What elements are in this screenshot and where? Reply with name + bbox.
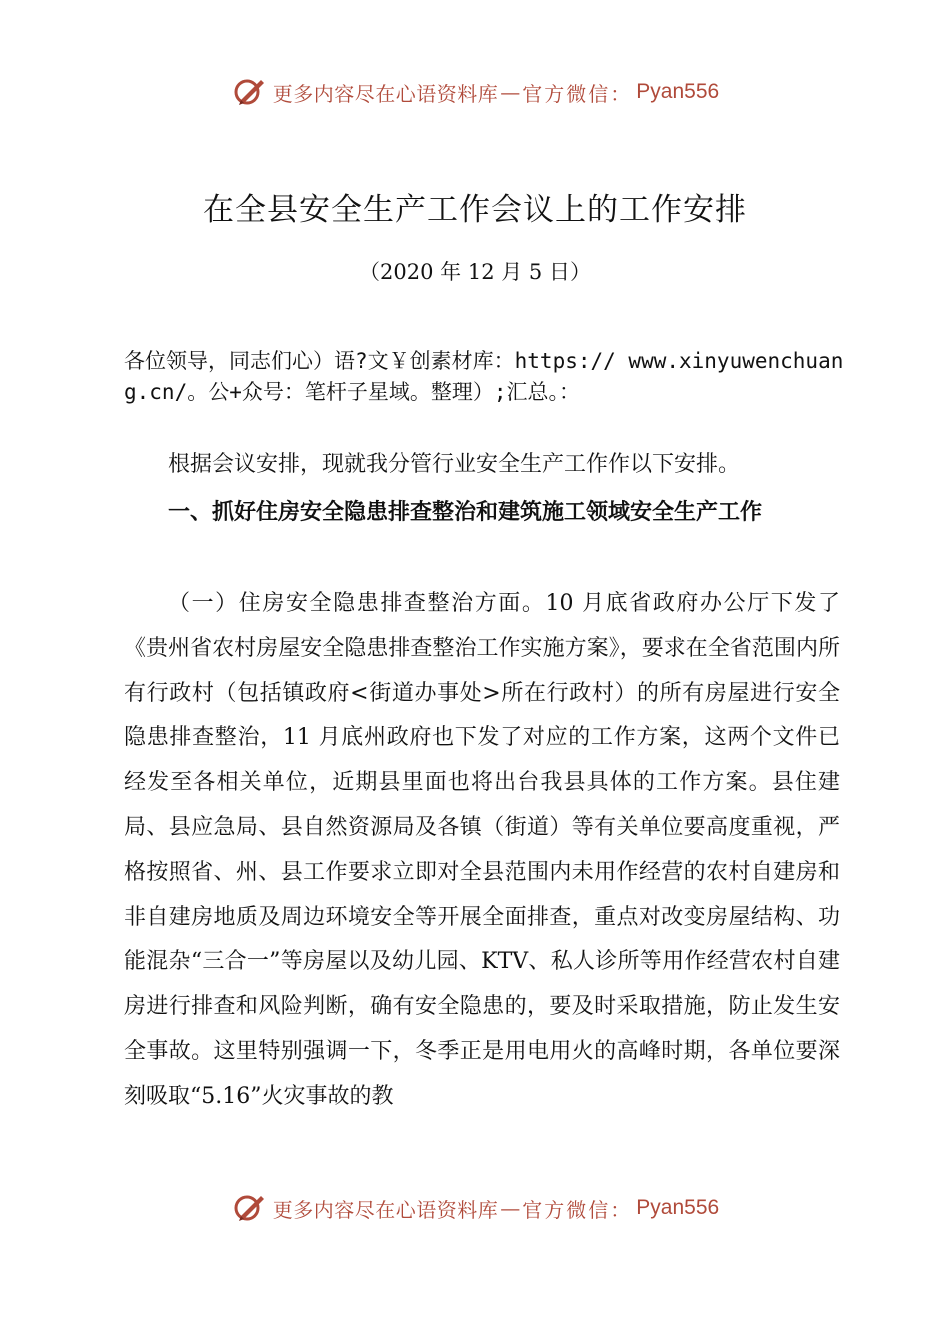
banner-text: 更多内容尽在心语资料库 [272,1197,499,1222]
document-title: 在全县安全生产工作会议上的工作安排 [203,192,747,228]
banner-separator: — [500,80,521,104]
section-1-heading: 一、抓好住房安全隐患排查整治和建筑施工领域安全生产工作 [168,500,763,525]
greeting-paragraph: 各位领导，同志们心）语?文￥创素材库：https:// www.xinyuwenchuang.cn/。公+众号：笔杆子星域。整理）;汇总。： [124,349,844,404]
header-banner [0,70,950,114]
pen-logo-icon [231,1190,267,1226]
banner-separator: — [500,1196,521,1220]
pen-logo-icon [231,74,267,110]
banner-wechat-id: Pyan556 [636,1196,720,1219]
banner-wechat-label: 官方微信： [522,81,633,106]
footer-banner [0,1186,950,1230]
banner-wechat-id: Pyan556 [636,80,720,103]
banner-wechat-label: 官方微信： [522,1197,633,1222]
banner-text: 更多内容尽在心语资料库 [272,81,499,106]
section-1-paragraph-1: （一）住房安全隐患排查整治方面。10 月底省政府办公厅下发了《贵州省农村房屋安全隐患排查整治工作实施方案》，要求在全省范围内所有行政村（包括镇政府<街道办事处>所在行政村）的所有房屋进行安全隐患排查整治，11 月底州政府也下发了对应的工作方案，这两个文件已经发至各相关单位，近期县里面也将出台我县具体的工作方案。县住建局、县应急局、县自然资源局及各镇（街道）等有关单位要高度重视，严格按照省、州、县工作要求立即对全县范围内未用作经营的农村自建房和非自建房地质及周边环境安全等开展全面排查，重点对改变房屋结构、功能混杂“三合一”等房屋以及幼儿园、KTV、私人诊所等用作经营农村自建房进行排查和风险判断，确有安全隐患的，要及时采取措施，防止发生安全事故。这里特别强调一下，冬季正是用电用火的高峰时期，各单位要深刻吸取“5.16”火灾事故的教 [124,591,840,1109]
intro-paragraph: 根据会议安排，现就我分管行业安全生产工作作以下安排。 [168,452,741,477]
document-date: （2020 年 12 月 5 日） [359,260,591,284]
